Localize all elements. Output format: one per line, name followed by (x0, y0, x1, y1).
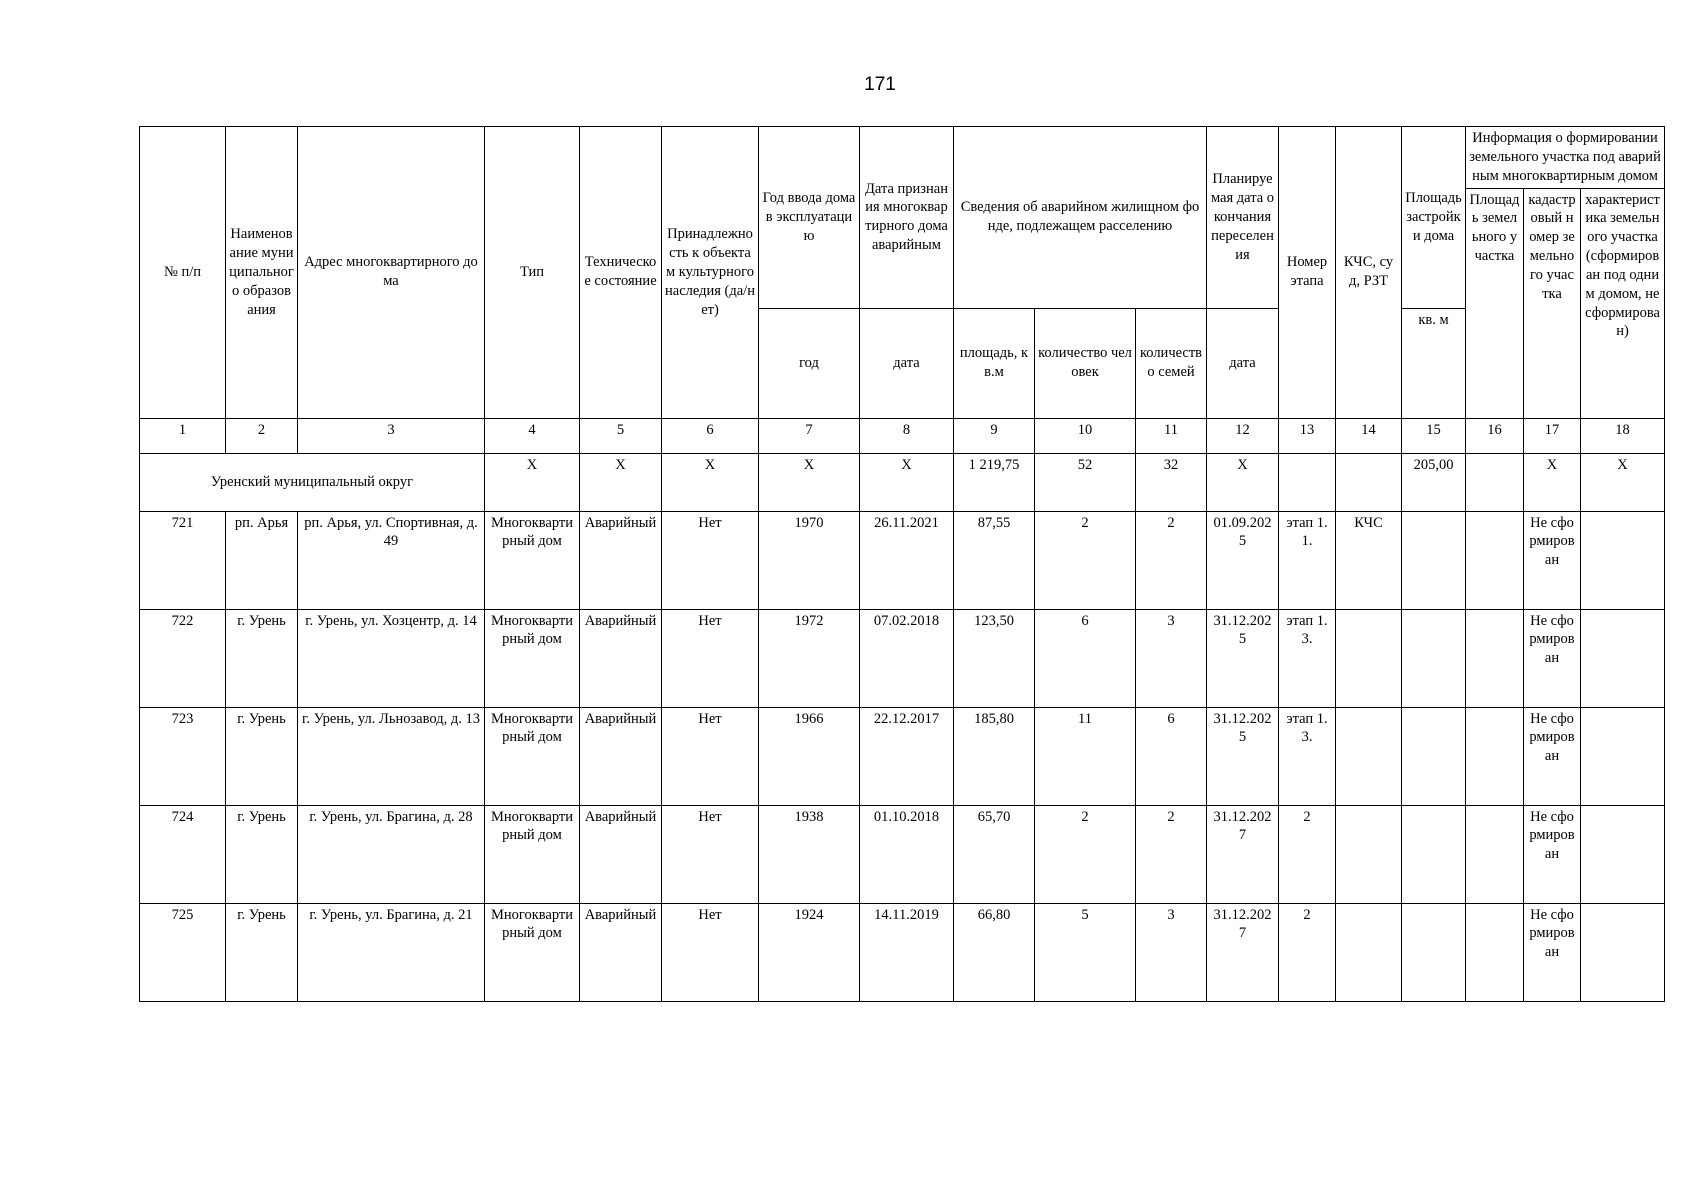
unit-families: количество семей (1136, 308, 1207, 418)
row-type: Многоквартирный дом (485, 609, 580, 707)
row-type: Многоквартирный дом (485, 707, 580, 805)
row-families: 3 (1136, 903, 1207, 1001)
header-cadastral-number: кадастровый номер земельного участка (1524, 188, 1581, 418)
row-cadastral: Не сформирован (1524, 805, 1581, 903)
row-municipality: г. Урень (226, 903, 298, 1001)
table-row (140, 903, 1665, 1001)
header-recognition-date: Дата признания многоквартирного дома аварийным (860, 127, 954, 309)
row-people: 5 (1035, 903, 1136, 1001)
row-year: 1938 (759, 805, 860, 903)
row-cadastral: Не сформирован (1524, 609, 1581, 707)
row-address: г. Урень, ул. Брагина, д. 21 (298, 903, 485, 1001)
summary-cell: X (662, 453, 759, 511)
row-people: 2 (1035, 805, 1136, 903)
header-land-area: Площадь земельного участка (1466, 188, 1524, 418)
row-land-area (1466, 805, 1524, 903)
col-number: 11 (1136, 418, 1207, 453)
row-date: 26.11.2021 (860, 511, 954, 609)
row-state: Аварийный (580, 511, 662, 609)
row-building-area (1402, 511, 1466, 609)
header-fund-info: Сведения об аварийном жилищном фонде, подлежащем расселению (954, 127, 1207, 309)
row-year: 1970 (759, 511, 860, 609)
unit-end-date: дата (1207, 308, 1279, 418)
row-characteristic (1581, 707, 1665, 805)
row-area: 185,80 (954, 707, 1035, 805)
row-people: 11 (1035, 707, 1136, 805)
col-number: 9 (954, 418, 1035, 453)
row-land-area (1466, 903, 1524, 1001)
row-building-area (1402, 805, 1466, 903)
row-people: 6 (1035, 609, 1136, 707)
row-year: 1966 (759, 707, 860, 805)
row-families: 6 (1136, 707, 1207, 805)
row-type: Многоквартирный дом (485, 903, 580, 1001)
table-row (140, 511, 1665, 609)
row-land-area (1466, 511, 1524, 609)
row-state: Аварийный (580, 609, 662, 707)
row-heritage: Нет (662, 805, 759, 903)
header-kchs: КЧС, суд, РЗТ (1336, 127, 1402, 419)
row-kchs (1336, 805, 1402, 903)
table-row (140, 609, 1665, 707)
emergency-housing-table (139, 126, 1665, 1002)
row-state: Аварийный (580, 707, 662, 805)
row-number: 722 (140, 609, 226, 707)
row-cadastral: Не сформирован (1524, 903, 1581, 1001)
summary-cell: X (860, 453, 954, 511)
col-number: 7 (759, 418, 860, 453)
row-stage: 2 (1279, 805, 1336, 903)
summary-cell (1279, 453, 1336, 511)
header-building-area: Площадь застройки дома (1402, 127, 1466, 309)
header-municipality: Наименование муниципального образования (226, 127, 298, 419)
column-numbers-row (140, 418, 1665, 453)
row-heritage: Нет (662, 903, 759, 1001)
summary-cell: X (1207, 453, 1279, 511)
summary-people: 52 (1035, 453, 1136, 511)
row-heritage: Нет (662, 609, 759, 707)
row-area: 65,70 (954, 805, 1035, 903)
summary-cell (1336, 453, 1402, 511)
row-characteristic (1581, 805, 1665, 903)
row-year: 1924 (759, 903, 860, 1001)
row-address: рп. Арья, ул. Спортивная, д. 49 (298, 511, 485, 609)
col-number: 18 (1581, 418, 1665, 453)
row-date: 14.11.2019 (860, 903, 954, 1001)
row-characteristic (1581, 903, 1665, 1001)
header-land-characteristic: характеристика земельного участка (сформирован под одним домом, не сформирован) (1581, 188, 1665, 418)
unit-people: количество человек (1035, 308, 1136, 418)
unit-area: площадь, кв.м (954, 308, 1035, 418)
row-municipality: г. Урень (226, 609, 298, 707)
header-address: Адрес многоквартирного дома (298, 127, 485, 419)
col-number: 8 (860, 418, 954, 453)
summary-row (140, 453, 1665, 511)
row-stage: этап 1.3. (1279, 609, 1336, 707)
row-date: 22.12.2017 (860, 707, 954, 805)
row-address: г. Урень, ул. Льнозавод, д. 13 (298, 707, 485, 805)
row-end-date: 01.09.2025 (1207, 511, 1279, 609)
row-type: Многоквартирный дом (485, 511, 580, 609)
row-families: 2 (1136, 511, 1207, 609)
col-number: 2 (226, 418, 298, 453)
row-land-area (1466, 707, 1524, 805)
summary-cell: X (759, 453, 860, 511)
row-area: 123,50 (954, 609, 1035, 707)
col-number: 10 (1035, 418, 1136, 453)
row-heritage: Нет (662, 511, 759, 609)
row-cadastral: Не сформирован (1524, 511, 1581, 609)
header-stage-number: Номер этапа (1279, 127, 1336, 419)
row-heritage: Нет (662, 707, 759, 805)
row-cadastral: Не сформирован (1524, 707, 1581, 805)
row-kchs: КЧС (1336, 511, 1402, 609)
row-end-date: 31.12.2027 (1207, 903, 1279, 1001)
row-municipality: г. Урень (226, 805, 298, 903)
row-families: 2 (1136, 805, 1207, 903)
row-number: 723 (140, 707, 226, 805)
header-planned-end-date: Планируемая дата окончания переселения (1207, 127, 1279, 309)
summary-cell: X (1581, 453, 1665, 511)
summary-cell: X (485, 453, 580, 511)
row-end-date: 31.12.2027 (1207, 805, 1279, 903)
page-number: 171 (864, 74, 896, 95)
row-address: г. Урень, ул. Брагина, д. 28 (298, 805, 485, 903)
unit-building-area: кв. м (1402, 308, 1466, 418)
row-characteristic (1581, 511, 1665, 609)
row-address: г. Урень, ул. Хозцентр, д. 14 (298, 609, 485, 707)
row-kchs (1336, 903, 1402, 1001)
summary-building-area: 205,00 (1402, 453, 1466, 511)
row-families: 3 (1136, 609, 1207, 707)
row-stage: этап 1.1. (1279, 511, 1336, 609)
row-stage: 2 (1279, 903, 1336, 1001)
row-kchs (1336, 707, 1402, 805)
row-state: Аварийный (580, 903, 662, 1001)
summary-cell: X (580, 453, 662, 511)
header-technical-state: Техническое состояние (580, 127, 662, 419)
row-building-area (1402, 707, 1466, 805)
col-number: 16 (1466, 418, 1524, 453)
row-building-area (1402, 903, 1466, 1001)
row-land-area (1466, 609, 1524, 707)
header-commission-year: Год ввода дома в эксплуатацию (759, 127, 860, 309)
col-number: 17 (1524, 418, 1581, 453)
col-number: 14 (1336, 418, 1402, 453)
header-number: № п/п (140, 127, 226, 419)
header-type: Тип (485, 127, 580, 419)
row-state: Аварийный (580, 805, 662, 903)
header-heritage: Принадлежность к объектам культурного наследия (да/нет) (662, 127, 759, 419)
row-number: 724 (140, 805, 226, 903)
row-stage: этап 1.3. (1279, 707, 1336, 805)
row-area: 87,55 (954, 511, 1035, 609)
row-municipality: г. Урень (226, 707, 298, 805)
unit-year: год (759, 308, 860, 418)
row-number: 721 (140, 511, 226, 609)
summary-cell: X (1524, 453, 1581, 511)
col-number: 3 (298, 418, 485, 453)
row-municipality: рп. Арья (226, 511, 298, 609)
row-date: 07.02.2018 (860, 609, 954, 707)
row-end-date: 31.12.2025 (1207, 609, 1279, 707)
table-row (140, 805, 1665, 903)
row-building-area (1402, 609, 1466, 707)
col-number: 5 (580, 418, 662, 453)
unit-date: дата (860, 308, 954, 418)
row-type: Многоквартирный дом (485, 805, 580, 903)
row-year: 1972 (759, 609, 860, 707)
table-row (140, 707, 1665, 805)
row-kchs (1336, 609, 1402, 707)
row-end-date: 31.12.2025 (1207, 707, 1279, 805)
col-number: 6 (662, 418, 759, 453)
col-number: 13 (1279, 418, 1336, 453)
row-area: 66,80 (954, 903, 1035, 1001)
summary-area: 1 219,75 (954, 453, 1035, 511)
summary-cell (1466, 453, 1524, 511)
row-characteristic (1581, 609, 1665, 707)
row-people: 2 (1035, 511, 1136, 609)
header-land-info: Информация о формировании земельного участка под аварийным многоквартирным домом (1466, 127, 1665, 189)
col-number: 15 (1402, 418, 1466, 453)
col-number: 12 (1207, 418, 1279, 453)
summary-families: 32 (1136, 453, 1207, 511)
summary-label: Уренский муниципальный округ (140, 453, 485, 511)
row-number: 725 (140, 903, 226, 1001)
col-number: 1 (140, 418, 226, 453)
col-number: 4 (485, 418, 580, 453)
row-date: 01.10.2018 (860, 805, 954, 903)
